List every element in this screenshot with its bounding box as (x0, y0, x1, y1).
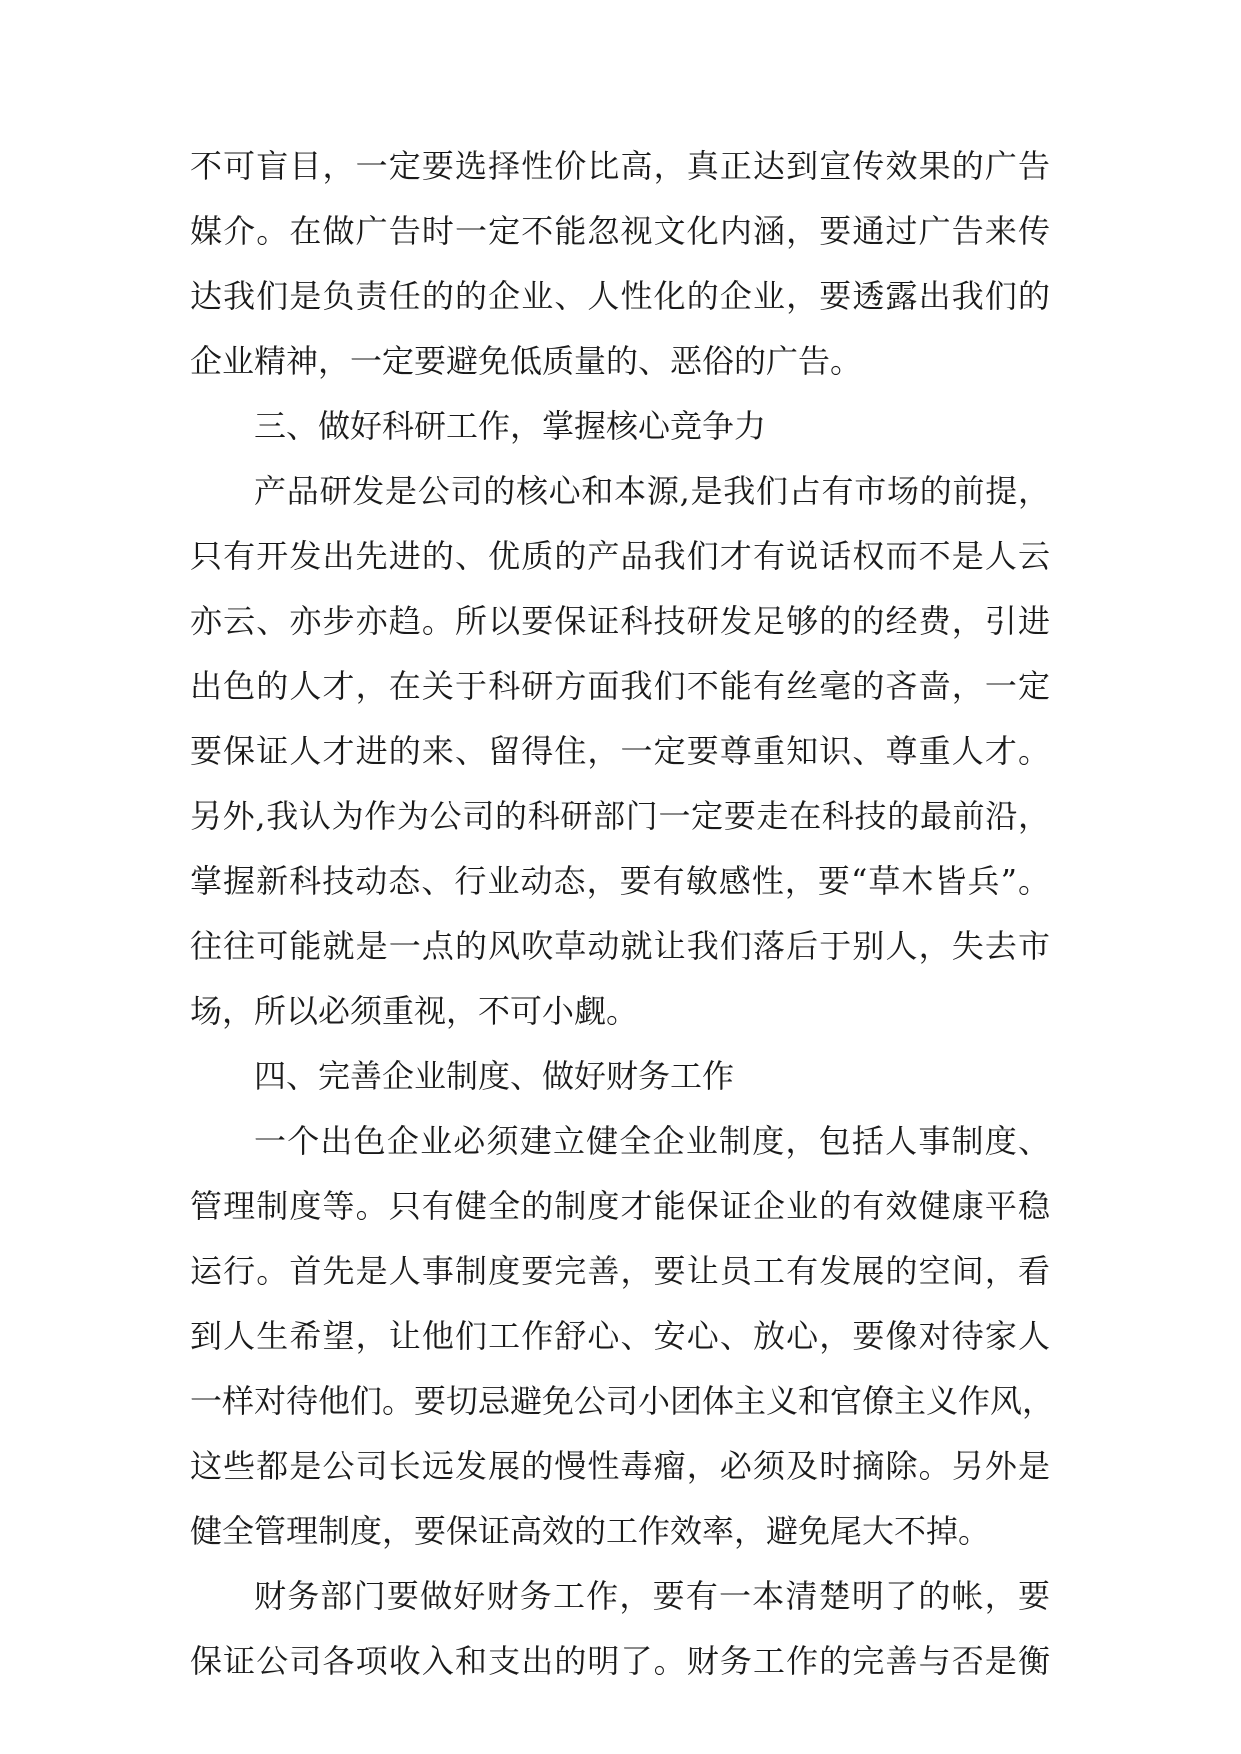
text-line: 财务部门要做好财务工作，要有一本清楚明了的帐，要 (254, 1577, 1050, 1615)
text-line: 掌握新科技动态、行业动态，要有敏感性，要“草木皆兵”。 (190, 862, 1050, 900)
text-line: 不可盲目，一定要选择性价比高，真正达到宣传效果的广告 (190, 147, 1050, 185)
text-line: 出色的人才，在关于科研方面我们不能有丝毫的吝啬，一定 (190, 667, 1050, 705)
text-line: 场，所以必须重视，不可小觑。 (190, 992, 639, 1030)
text-line: 只有开发出先进的、优质的产品我们才有说话权而不是人云 (190, 537, 1050, 575)
text-line: 要保证人才进的来、留得住，一定要尊重知识、尊重人才。 (190, 732, 1050, 770)
text-line: 往往可能就是一点的风吹草动就让我们落后于别人，失去市 (190, 927, 1050, 965)
text-line: 达我们是负责任的的企业、人性化的企业，要透露出我们的 (190, 277, 1050, 315)
text-line: 一个出色企业必须建立健全企业制度，包括人事制度、 (254, 1122, 1050, 1160)
text-line: 产品研发是公司的核心和本源,是我们占有市场的前提， (254, 472, 1050, 510)
text-line: 管理制度等。只有健全的制度才能保证企业的有效健康平稳 (190, 1187, 1050, 1225)
text-line: 保证公司各项收入和支出的明了。财务工作的完善与否是衡 (190, 1642, 1050, 1680)
text-line: 到人生希望，让他们工作舒心、安心、放心，要像对待家人 (190, 1317, 1050, 1355)
text-line: 一样对待他们。要切忌避免公司小团体主义和官僚主义作风， (190, 1382, 1055, 1420)
text-line: 这些都是公司长远发展的慢性毒瘤，必须及时摘除。另外是 (190, 1447, 1050, 1485)
text-line: 亦云、亦步亦趋。所以要保证科技研发足够的的经费，引进 (190, 602, 1050, 640)
section-heading-4: 四、完善企业制度、做好财务工作 (254, 1057, 735, 1095)
section-heading-3: 三、做好科研工作，掌握核心竞争力 (254, 407, 767, 445)
text-line: 媒介。在做广告时一定不能忽视文化内涵，要通过广告来传 (190, 212, 1050, 250)
text-line: 另外,我认为作为公司的科研部门一定要走在科技的最前沿， (190, 797, 1050, 835)
text-line: 企业精神，一定要避免低质量的、恶俗的广告。 (190, 342, 863, 380)
text-line: 运行。首先是人事制度要完善，要让员工有发展的空间，看 (190, 1252, 1050, 1290)
text-line: 健全管理制度，要保证高效的工作效率，避免尾大不掉。 (190, 1512, 991, 1550)
